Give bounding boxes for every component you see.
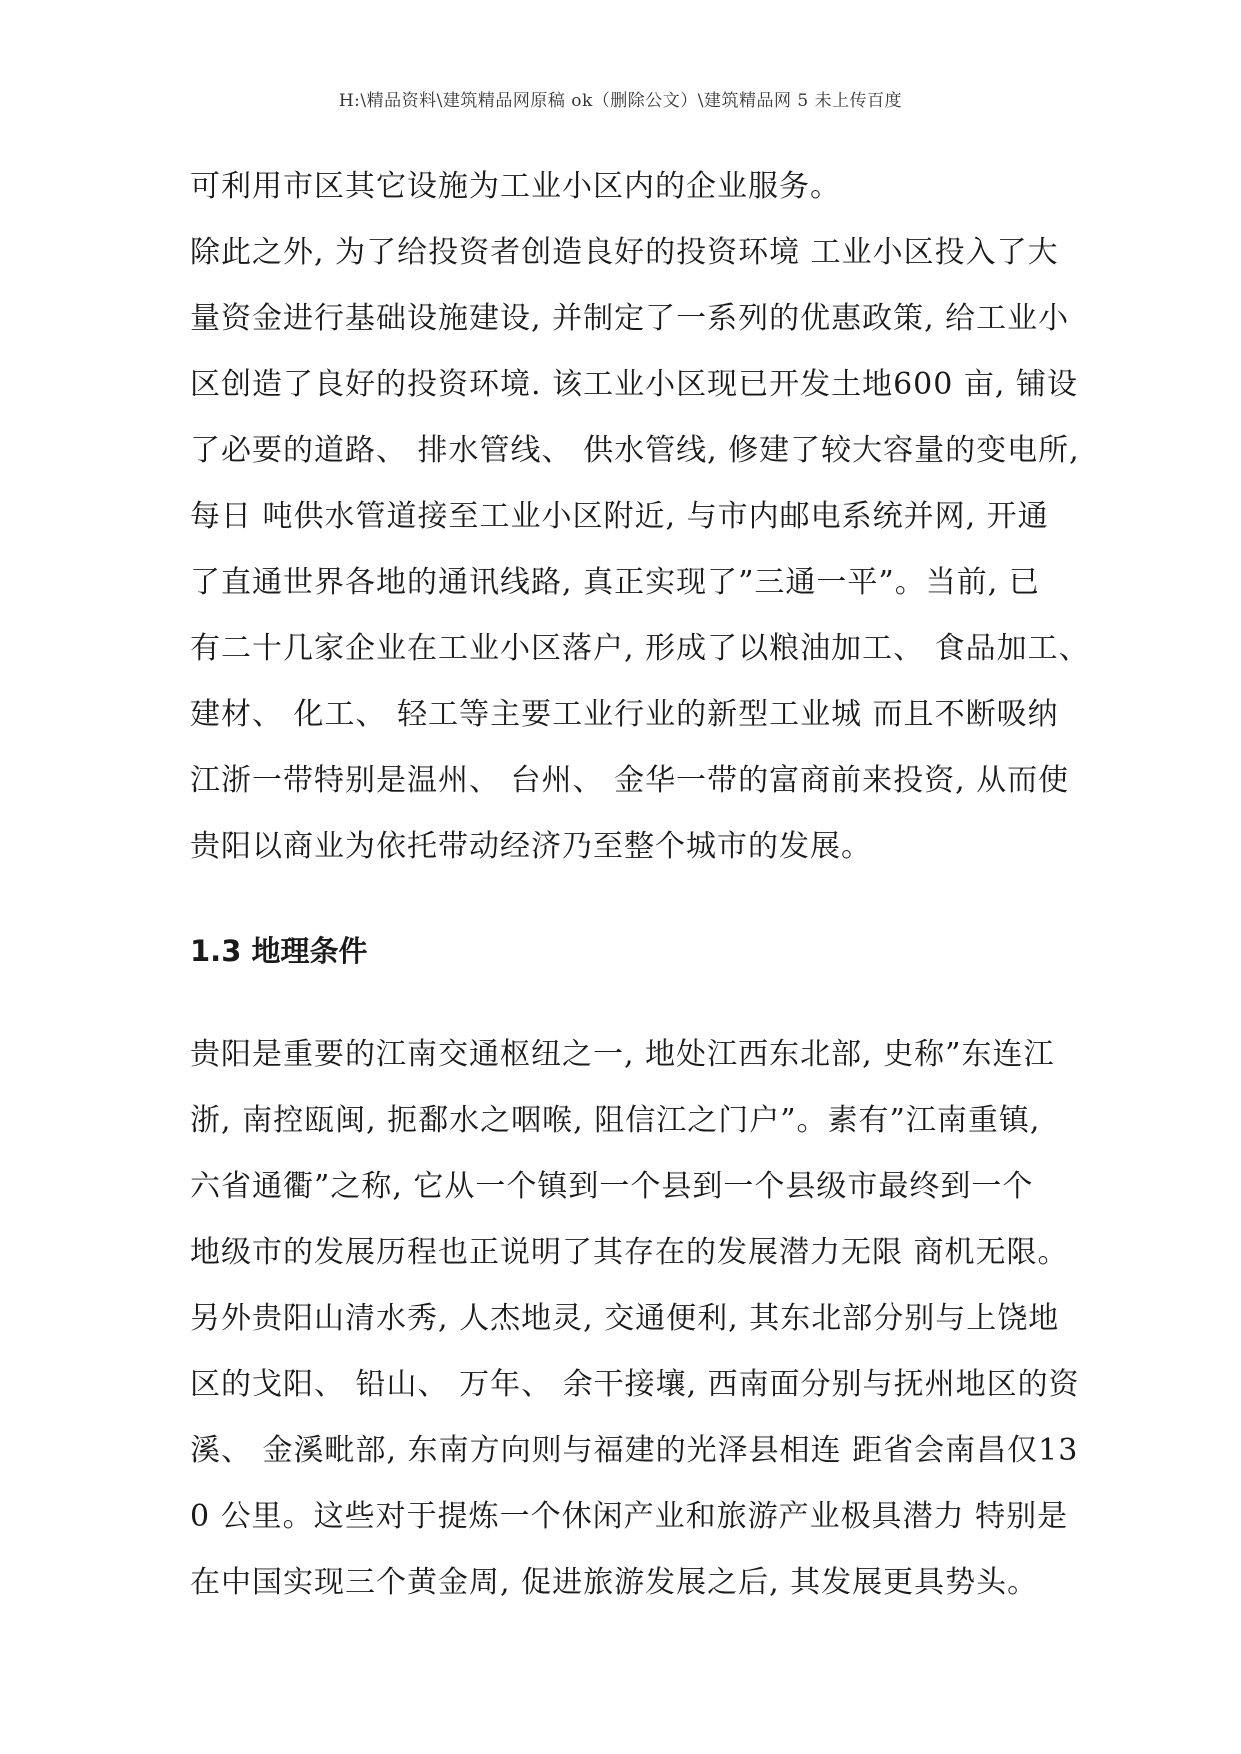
paragraph-industrial-zone <box>190 154 1090 880</box>
document-body <box>190 154 1090 1616</box>
text-line: 区的戈阳、 铅山、 万年、 余干接壤, 西南面分别与抚州地区的资 <box>190 1367 1080 1402</box>
text-line: 贵阳以商业为依托带动经济乃至整个城市的发展。 <box>190 829 872 864</box>
text-line: 溪、 金溪毗部, 东南方向则与福建的光泽县相连 距省会南昌仅13 <box>190 1433 1079 1468</box>
text-line: 除此之外, 为了给投资者创造良好的投资环境 工业小区投入了大 <box>190 235 1059 270</box>
text-line: 浙, 南控瓯闽, 扼鄱水之咽喉, 阻信江之门户”。素有”江南重镇, <box>190 1103 1041 1138</box>
text-line: 六省通衢”之称, 它从一个镇到一个县到一个县级市最终到一个 <box>190 1169 1034 1204</box>
text-line: 了必要的道路、 排水管线、 供水管线, 修建了较大容量的变电所, <box>190 433 1080 468</box>
text-line: 地级市的发展历程也正说明了其存在的发展潜力无限 商机无限。 <box>190 1235 1069 1270</box>
text-line: 有二十几家企业在工业小区落户, 形成了以粮油加工、 食品加工、 <box>190 631 1090 666</box>
text-line: 在中国实现三个黄金周, 促进旅游发展之后, 其发展更具势头。 <box>190 1565 1039 1600</box>
text-line: 可利用市区其它设施为工业小区内的企业服务。 <box>190 169 841 204</box>
text-line: 建材、 化工、 轻工等主要工业行业的新型工业城 而且不断吸纳 <box>190 697 1059 732</box>
text-line: 区创造了良好的投资环境. 该工业小区现已开发土地600 亩, 铺设 <box>190 367 1078 402</box>
text-line: 量资金进行基础设施建设, 并制定了一系列的优惠政策, 给工业小 <box>190 301 1070 336</box>
text-line: 贵阳是重要的江南交通枢纽之一, 地处江西东北部, 史称”东连江 <box>190 1037 1055 1072</box>
page-header-path: H:\精品资料\建筑精品网原稿 ok（删除公文）\建筑精品网 5 未上传百度 <box>338 91 903 111</box>
text-line: 每日 吨供水管道接至工业小区附近, 与市内邮电系统并网, 开通 <box>190 499 1049 534</box>
section-heading: 1.3 地理条件 <box>190 934 368 968</box>
text-line: 另外贵阳山清水秀, 人杰地灵, 交通便利, 其东北部分别与上饶地 <box>190 1301 1060 1336</box>
text-line: 了直通世界各地的通讯线路, 真正实现了”三通一平”。当前, 已 <box>190 565 1040 600</box>
text-line: 江浙一带特别是温州、 台州、 金华一带的富商前来投资, 从而使 <box>190 763 1070 798</box>
paragraph-geography <box>190 1022 1090 1616</box>
text-line: 0 公里。这些对于提炼一个休闲产业和旅游产业极具潜力 特别是 <box>190 1499 1069 1534</box>
